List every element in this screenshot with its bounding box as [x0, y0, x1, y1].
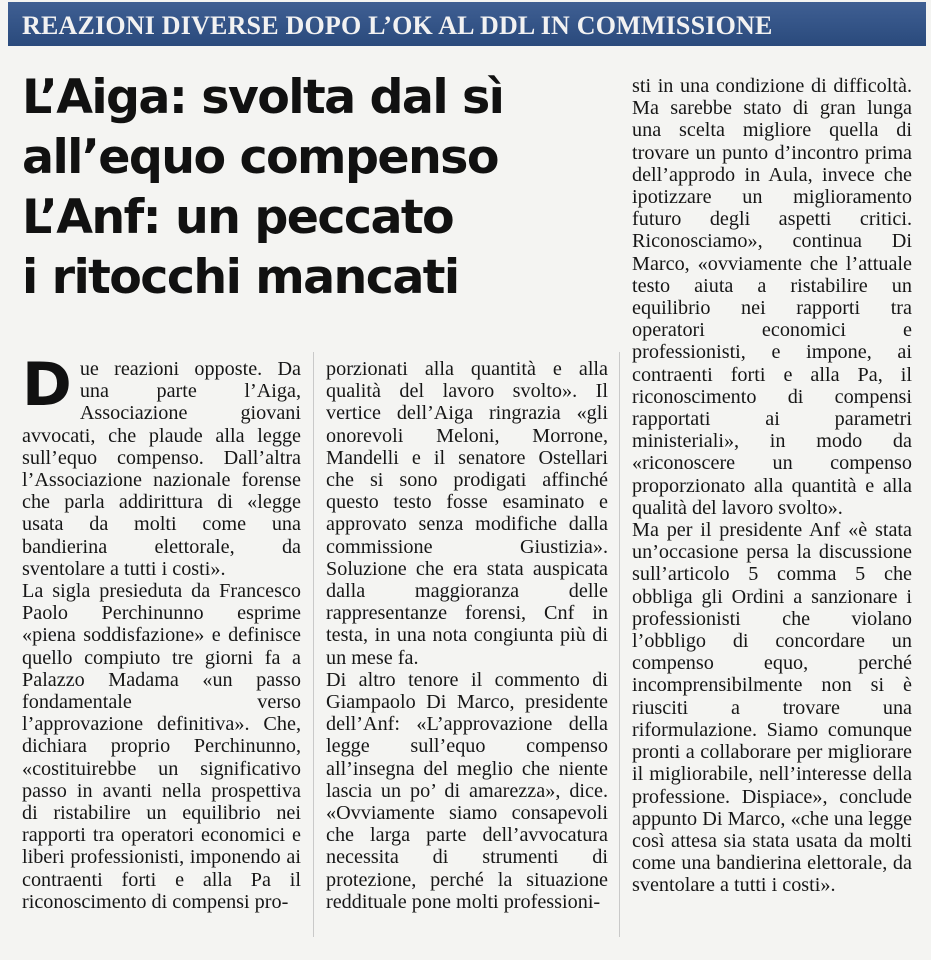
headline-line-3: L’Anf: un peccato: [22, 190, 454, 245]
headline-line-1: L’Aiga: svolta dal sì: [22, 70, 504, 125]
article-paragraph: ue reazioni opposte. Da una parte l’Aiga, Associazione giovani avvocati, che plaude alla legge sull’equo compenso. Dall’altra l’Associazione nazionale forense che parla addirittura di «legge usata da molti come una bandierina elettorale, da sventolare a tutti i costi».: [22, 358, 301, 580]
article-column-2: [326, 358, 608, 913]
article-column-1: [22, 350, 301, 913]
kicker-text: REAZIONI DIVERSE DOPO L’OK AL DDL IN COMMISSIONE: [22, 11, 773, 40]
drop-cap: D: [22, 350, 72, 420]
article-paragraph: Di altro tenore il commento di Giampaolo Di Marco, presidente dell’Anf: «L’approvazione della legge sull’equo compenso all’insegna del meglio che niente lascia un po’ di amarezza», dice. «Ovviamente siamo consapevoli che larga parte dell’avvocatura necessita di strumenti di protezione, perché la situazione reddituale pone molti professioni-: [326, 668, 608, 913]
headline-line-2: all’equo compenso: [22, 130, 498, 185]
article-column-3: [632, 75, 912, 897]
kicker-banner: [8, 2, 926, 46]
article-paragraph: La sigla presieduta da Francesco Paolo Perchinunno esprime «piena soddisfazione» e definisce quello compiuto tre giorni fa a Palazzo Madama «un passo fondamentale verso l’approvazione definitiva». Che, dichiara proprio Perchinunno, «costituirebbe un significativo passo in avanti nella prospettiva di ristabilire un equilibrio nei rapporti tra operatori economici e liberi professionisti, imponendo ai contraenti forti e alla Pa il riconoscimento di compensi pro-: [22, 580, 301, 913]
headline: [22, 68, 622, 308]
article-paragraph: sti in una condizione di difficoltà. Ma sarebbe stato di gran lunga una scelta migliore quella di trovare un punto d’incontro prima dell’approdo in Aula, invece che ipotizzare un miglioramento futuro degli aspetti critici. Riconosciamo», continua Di Marco, «ovviamente che l’attuale testo aiuta a ristabilire un equilibrio nei rapporti tra operatori economici e professionisti, e impone, ai contraenti forti e alla Pa, il riconoscimento di compensi rapportati ai parametri ministeriali», in modo da «riconoscere un compenso proporzionato alla quantità e alla qualità del lavoro svolto».: [632, 75, 912, 519]
article-paragraph: porzionati alla quantità e alla qualità del lavoro svolto». Il vertice dell’Aiga ringrazia «gli onorevoli Meloni, Morrone, Mandelli e il senatore Ostellari che si sono prodigati affinché questo testo fosse esaminato e approvato senza modifiche dalla commissione Giustizia». Soluzione che era stata auspicata dalla maggioranza delle rappresentanze forensi, Cnf in testa, in una nota congiunta più di un mese fa.: [326, 358, 608, 669]
column-divider: [313, 352, 314, 937]
headline-line-4: i ritocchi mancati: [22, 250, 459, 305]
column-divider: [619, 352, 620, 937]
article-paragraph: Ma per il presidente Anf «è stata un’occasione persa la discussione sull’articolo 5 comma 5 che obbliga gli Ordini a sanzionare i professionisti che violano l’obbligo di concordare un compenso equo, perché incomprensibilmente non si è riusciti a trovare una riformulazione. Siamo comunque pronti a collaborare per migliorare il migliorabile, nell’interesse della professione. Dispiace», conclude appunto Di Marco, «che una legge così attesa sia stata usata da molti come una bandierina elettorale, da sventolare a tutti i costi».: [632, 519, 912, 897]
